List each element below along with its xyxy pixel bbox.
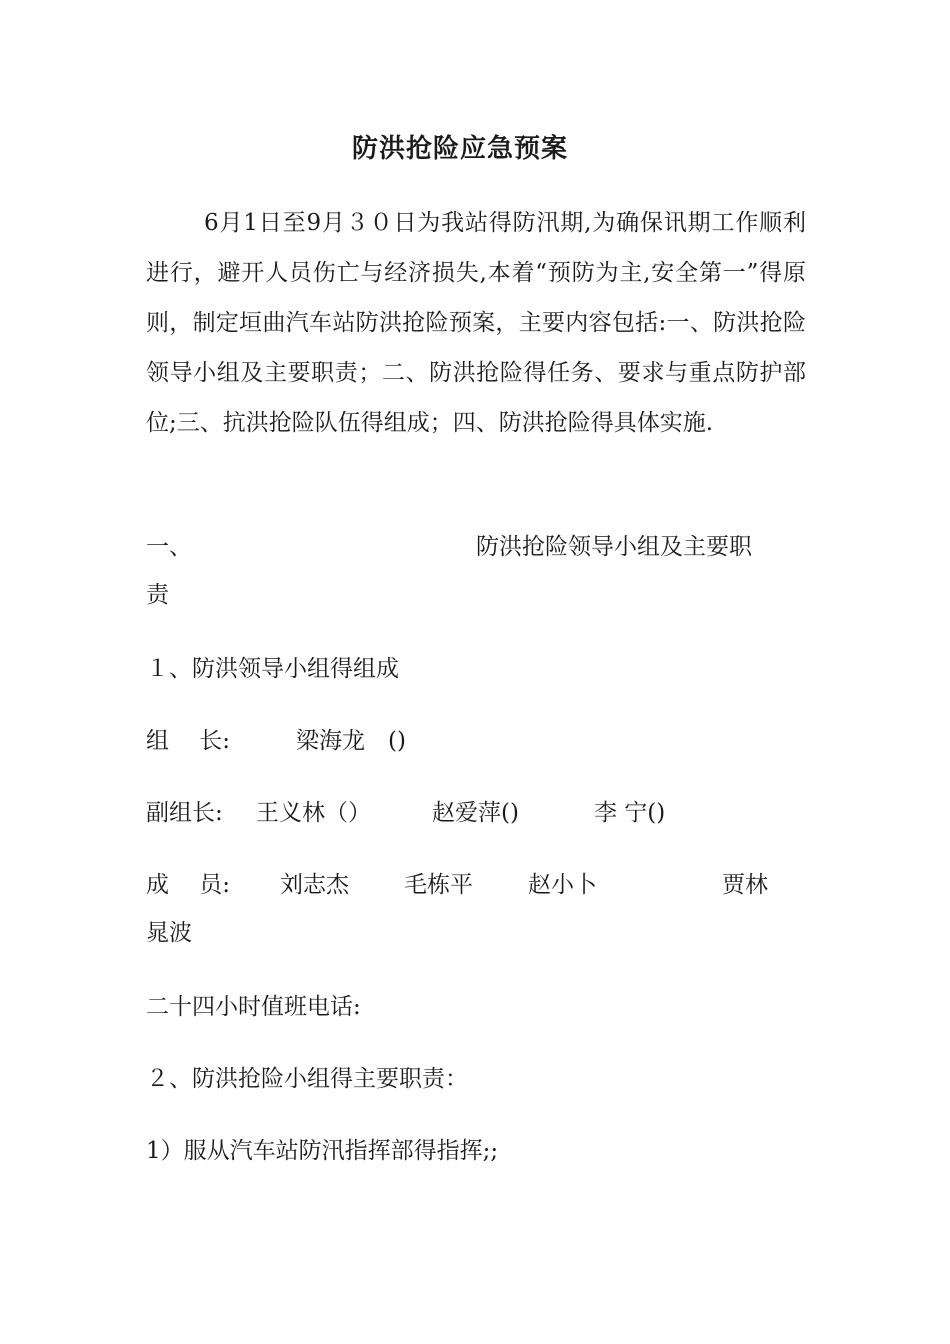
- member-name: 毛栋平: [404, 872, 473, 898]
- members-label: 成 员:: [146, 872, 231, 898]
- deputy-name: 王义林（）: [256, 800, 371, 826]
- member-name: 晁波: [146, 920, 192, 946]
- member-name: 赵小卜: [528, 872, 597, 898]
- subsection-heading: ２、防洪抢险小组得主要职责：: [146, 1066, 468, 1092]
- deputy-label: 副组长:: [146, 800, 223, 826]
- duty-item: 1）服从汽车站防汛指挥部得指挥;;: [146, 1138, 499, 1164]
- document-title: 防洪抢险应急预案: [351, 134, 568, 164]
- leader-name: 梁海龙 (): [296, 728, 406, 754]
- section-number: 一、: [146, 534, 192, 560]
- leader-label: 组 长:: [146, 728, 231, 754]
- duty-phone-label: 二十四小时值班电话:: [146, 994, 361, 1020]
- member-name: 贾林: [722, 872, 768, 898]
- deputy-name: 李 宁(): [594, 800, 666, 826]
- intro-paragraph: 6月1日至9月３０日为我站得防汛期,为确保讯期工作顺利进行，避开人员伤亡与经济损失,本着“预防为主,安全第一”得原则，制定垣曲汽车站防洪抢险预案，主要内容包括:一、防洪抢险领导小组及主要职责；二、防洪抢险得任务、要求与重点防护部位;三、抗洪抢险队伍得组成；四、防洪抢险得具体实施.: [146, 210, 806, 436]
- member-name: 刘志杰: [280, 872, 349, 898]
- section-title: 防洪抢险领导小组及主要职: [476, 534, 752, 560]
- deputy-name: 赵爱萍(): [432, 800, 519, 826]
- section-title-continuation: 责: [146, 582, 169, 608]
- subsection-heading: １、防洪领导小组得组成: [146, 656, 399, 682]
